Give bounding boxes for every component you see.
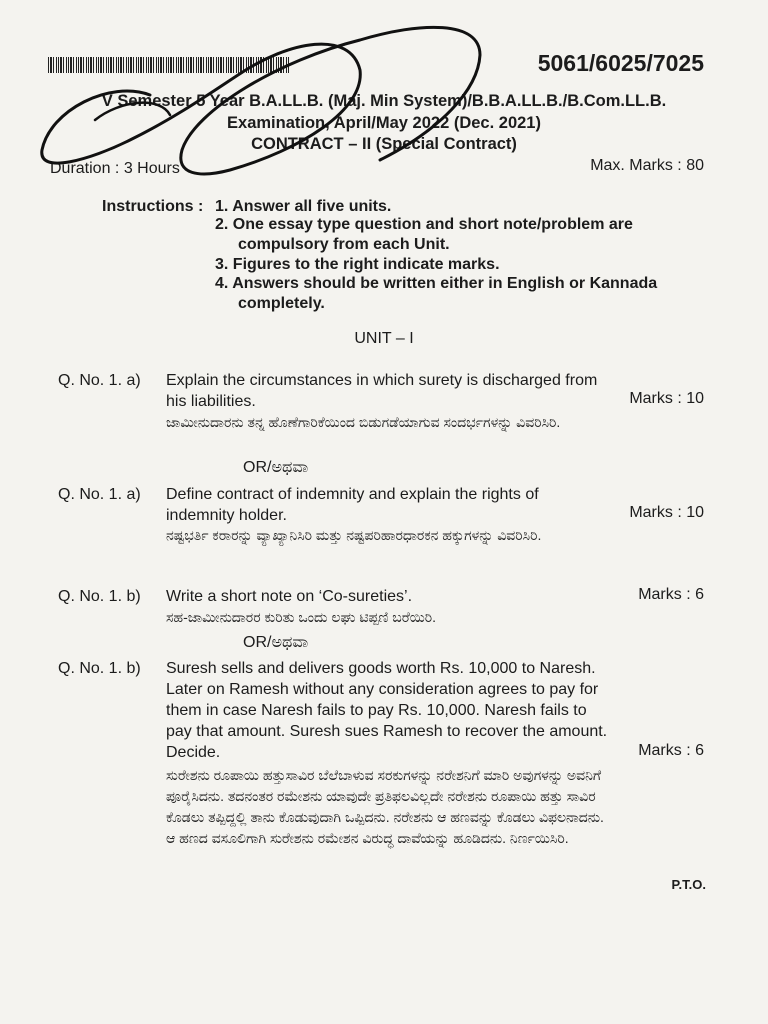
barcode: [48, 57, 290, 73]
header-exam: Examination, April/May 2022 (Dec. 2021): [227, 114, 541, 132]
instruction-item: compulsory from each Unit.: [238, 236, 450, 253]
or-separator: OR/ಅಥವಾ: [243, 459, 309, 476]
question-text-kannada: ಸಹ-ಜಾಮೀನುದಾರರ ಕುರಿತು ಒಂದು ಲಘು ಟಿಪ್ಪಣಿ ಬರೆಯಿರಿ.: [166, 609, 437, 625]
question-marks: Marks : 6: [638, 586, 704, 603]
or-separator: OR/ಅಥವಾ: [243, 634, 309, 651]
max-marks: Max. Marks : 80: [590, 157, 704, 174]
question-number: Q. No. 1. b): [58, 588, 141, 605]
pto-note: P.T.O.: [671, 877, 706, 892]
question-text: Write a short note on ‘Co-sureties’.: [166, 588, 413, 605]
question-text-kannada: ನಷ್ಟಭರ್ತಿ ಕರಾರನ್ನು ವ್ಯಾಖ್ಯಾನಿಸಿರಿ ಮತ್ತು ನಷ್ಟಪರಿಹಾರಧಾರಕನ ಹಕ್ಕುಗಳನ್ನು ವಿವರಿಸಿರಿ.: [166, 527, 542, 543]
instructions-label: Instructions :: [102, 198, 204, 215]
instruction-item: 4. Answers should be written either in English or Kannada: [215, 275, 658, 292]
header-subject: CONTRACT – II (Special Contract): [251, 135, 517, 153]
duration: Duration : 3 Hours: [50, 160, 180, 177]
question-text-kannada: ಜಾಮೀನುದಾರನು ತನ್ನ ಹೊಣೆಗಾರಿಕೆಯಿಂದ ಬಿಡುಗಡೆಯಾಗುವ ಸಂದರ್ಭಗಳನ್ನು ವಿವರಿಸಿರಿ.: [166, 414, 561, 430]
question-marks: Marks : 10: [629, 504, 704, 521]
question-text: Suresh sells and delivers goods worth Rs. 10,000 to Naresh. Later on Ramesh without any consideration agrees to pay for them in case Naresh fails to pay Rs. 10,000. Naresh fails to pay that amount. Suresh sues Ramesh to recover the amount. Decide.: [166, 660, 608, 761]
question-marks: Marks : 10: [629, 390, 704, 407]
question-number: Q. No. 1. b): [58, 660, 141, 677]
instruction-item: 3. Figures to the right indicate marks.: [215, 256, 500, 273]
question-text: Define contract of indemnity and explain the rights of indemnity holder.: [166, 486, 539, 524]
question-text-kannada: ಸುರೇಶನು ರೂಪಾಯಿ ಹತ್ತುಸಾವಿರ ಬೆಲೆಬಾಳುವ ಸರಕುಗಳನ್ನು ನರೇಶನಿಗೆ ಮಾರಿ ಅವುಗಳನ್ನು ಅವನಿಗೆ ಪೂರೈಸಿದನು. ತದನಂತರ ರಮೇಶನು ಯಾವುದೇ ಪ್ರತಿಫಲವಿಲ್ಲದೇ ನರೇಶನು ರೂಪಾಯಿ ಹತ್ತು ಸಾವಿರ ಕೊಡಲು ತಪ್ಪಿದ್ದಲ್ಲಿ ತಾನು ಕೊಡುವುದಾಗಿ ಒಪ್ಪಿದನು. ನರೇಶನು ಆ ಹಣವನ್ನು ಕೊಡಲು ವಿಫಲನಾದನು. ಆ ಹಣದ ವಸೂಲಿಗಾಗಿ ಸುರೇಶನು ರಮೇಶನ ವಿರುದ್ಧ ದಾವೆಯನ್ನು ಹೂಡಿದನು. ನಿರ್ಣಯಿಸಿರಿ.: [166, 767, 604, 846]
instruction-item: completely.: [238, 295, 325, 312]
question-number: Q. No. 1. a): [58, 372, 141, 389]
paper-code: 5061/6025/7025: [537, 50, 704, 76]
unit-title: UNIT – I: [354, 330, 414, 347]
question-text: Explain the circumstances in which surety is discharged from his liabilities.: [166, 372, 598, 410]
question-number: Q. No. 1. a): [58, 486, 141, 503]
instruction-item: 2. One essay type question and short note/problem are: [215, 216, 633, 233]
instruction-item: 1. Answer all five units.: [215, 198, 392, 215]
question-marks: Marks : 6: [638, 742, 704, 759]
header-course: V Semester 5 Year B.A.LL.B. (Maj. Min System)/B.B.A.LL.B./B.Com.LL.B.: [101, 92, 667, 110]
